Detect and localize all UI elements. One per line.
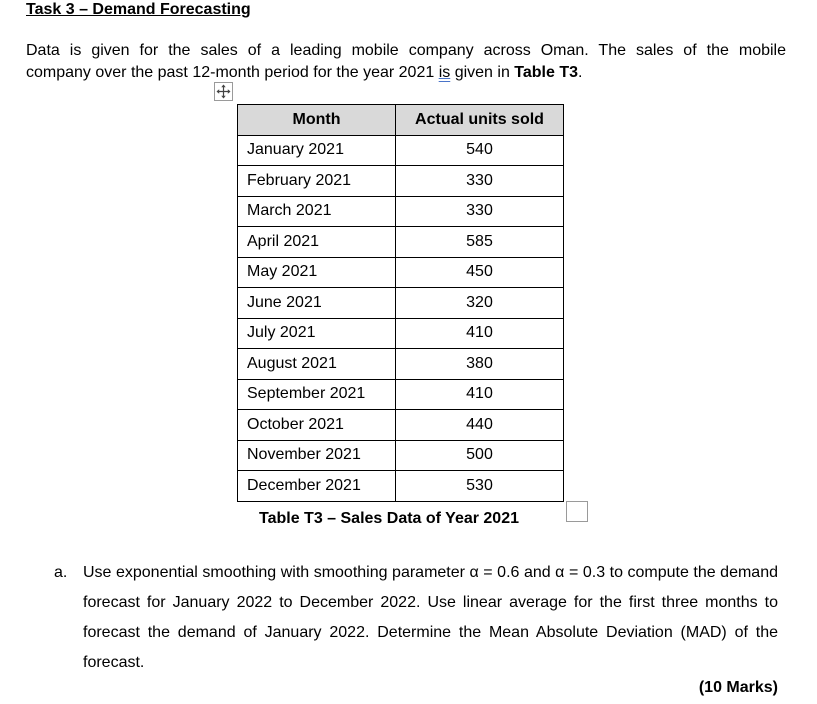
intro-line-2-start: company over the past 12-month period for the year 2021 bbox=[26, 64, 439, 81]
intro-line-2 bbox=[26, 62, 786, 84]
question-label: a. bbox=[54, 564, 68, 581]
table-row bbox=[238, 257, 564, 288]
units-cell: 440 bbox=[396, 410, 564, 441]
month-cell: September 2021 bbox=[238, 379, 396, 410]
intro-paragraph bbox=[26, 40, 786, 84]
question-text: Use exponential smoothing with smoothing parameter α = 0.6 and α = 0.3 to compute the demand forecast for January 2022 to December 2022. Use linear average for the first three months to forecast the demand of January 2022. Determine the Mean Absolute Deviation (MAD) of the forecast. bbox=[83, 564, 778, 671]
table-row bbox=[238, 227, 564, 258]
header-actual-units: Actual units sold bbox=[396, 105, 564, 136]
month-cell: March 2021 bbox=[238, 196, 396, 227]
table-row bbox=[238, 471, 564, 502]
table-row bbox=[238, 196, 564, 227]
units-cell: 380 bbox=[396, 349, 564, 380]
sales-table bbox=[237, 104, 564, 502]
question-a bbox=[54, 558, 778, 678]
header-month: Month bbox=[238, 105, 396, 136]
units-cell: 500 bbox=[396, 440, 564, 471]
units-cell: 450 bbox=[396, 257, 564, 288]
month-cell: August 2021 bbox=[238, 349, 396, 380]
units-cell: 410 bbox=[396, 379, 564, 410]
table-row bbox=[238, 379, 564, 410]
intro-table-reference: Table T3 bbox=[514, 64, 579, 81]
month-cell: June 2021 bbox=[238, 288, 396, 319]
marks-label: (10 Marks) bbox=[698, 679, 778, 696]
table-row bbox=[238, 349, 564, 380]
month-cell: July 2021 bbox=[238, 318, 396, 349]
move-arrows-icon bbox=[216, 84, 231, 99]
units-cell: 410 bbox=[396, 318, 564, 349]
units-cell: 585 bbox=[396, 227, 564, 258]
units-cell: 330 bbox=[396, 196, 564, 227]
month-cell: October 2021 bbox=[238, 410, 396, 441]
month-cell: November 2021 bbox=[238, 440, 396, 471]
table-row bbox=[238, 410, 564, 441]
month-cell: February 2021 bbox=[238, 166, 396, 197]
intro-line-2-end: . bbox=[578, 64, 583, 81]
table-row bbox=[238, 135, 564, 166]
table-row bbox=[238, 288, 564, 319]
month-cell: December 2021 bbox=[238, 471, 396, 502]
month-cell: May 2021 bbox=[238, 257, 396, 288]
table-header-row bbox=[238, 105, 564, 136]
table-row bbox=[238, 318, 564, 349]
intro-line-1: Data is given for the sales of a leading mobile company across Oman. The sales of the mobile bbox=[26, 42, 786, 59]
month-cell: January 2021 bbox=[238, 135, 396, 166]
units-cell: 540 bbox=[396, 135, 564, 166]
table-row bbox=[238, 440, 564, 471]
task-heading: Task 3 – Demand Forecasting bbox=[26, 1, 251, 18]
units-cell: 330 bbox=[396, 166, 564, 197]
intro-proofing-word: is bbox=[438, 64, 451, 81]
table-caption: Table T3 – Sales Data of Year 2021 bbox=[259, 510, 519, 527]
intro-line-2-middle: given in bbox=[450, 64, 515, 81]
units-cell: 320 bbox=[396, 288, 564, 319]
month-cell: April 2021 bbox=[238, 227, 396, 258]
units-cell: 530 bbox=[396, 471, 564, 502]
table-move-handle[interactable] bbox=[214, 82, 233, 101]
table-row bbox=[238, 166, 564, 197]
table-resize-handle[interactable] bbox=[566, 501, 588, 522]
